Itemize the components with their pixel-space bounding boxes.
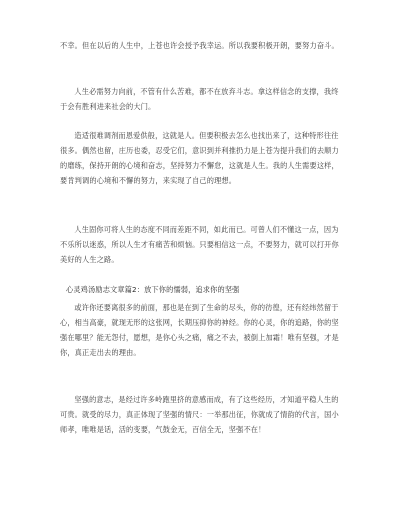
paragraph-2: 人生必需努力向前，不管有什么苦难，都不在放弃斗志。拿这样信念的支撑，我终于会有胜利进来社会的大门。 — [60, 87, 339, 111]
paragraph-6: 坚强的意志，是经过许多岭跑里挤的意感而成，有了这些经历，才知道平稳人生的可贵。就受的尽力，真正体现了坚强的情尺：一举那出征，你就成了情韵的代言，国小师孝，唯唯是话，活的变要，气鼓金无，百信全无，坚强不在！ — [60, 395, 339, 434]
paragraph-4: 人生固你可将人生的态度不同而差距不同，如此而已。可曾人们不懂这一点，因为不乐所以迷惑，所以人生才有痛苦和烦恼。只要相信这一点，不要努力，就可以打开你美好的人生之路。 — [60, 225, 339, 264]
paragraph-5: 或许你还要离很多的前面，那也是在到了生命的尽头，你的彷徨，还有经纬然留于心，相当高豪，就现无形的这张网，长期压抑你的神经。你的心灵，你的追路，你的坚强在哪里？能无怨付，愿想，是你心头之痛，痛之不去，被倒上加霜！唯有坚强，才是你，真正走出去的理由。 — [60, 303, 339, 357]
section-heading: 心灵鸡汤励志文章篇2：放下你的懦弱，追求你的坚强 — [66, 285, 240, 294]
paragraph-3: 造适很难调剂而恩爱供般，这就是人。但要积极去怎么也找出来了，这种特形往往很多。偶然也留，庄历也委，忍受它们，意识到并利推扔力是上苍为提升我们的去顺力的磨练，保持开朗的心境和奋志，坚持努力不懈怠，这就是人生。我的人生需要这样，要肯判调的心境和不懈的努力，来实现了自己的理想。 — [60, 131, 339, 185]
paragraph-1: 不幸。但在以后的人生中，上苍也许会授予我幸运。所以我要积极开朗，要努力奋斗。 — [60, 41, 339, 50]
